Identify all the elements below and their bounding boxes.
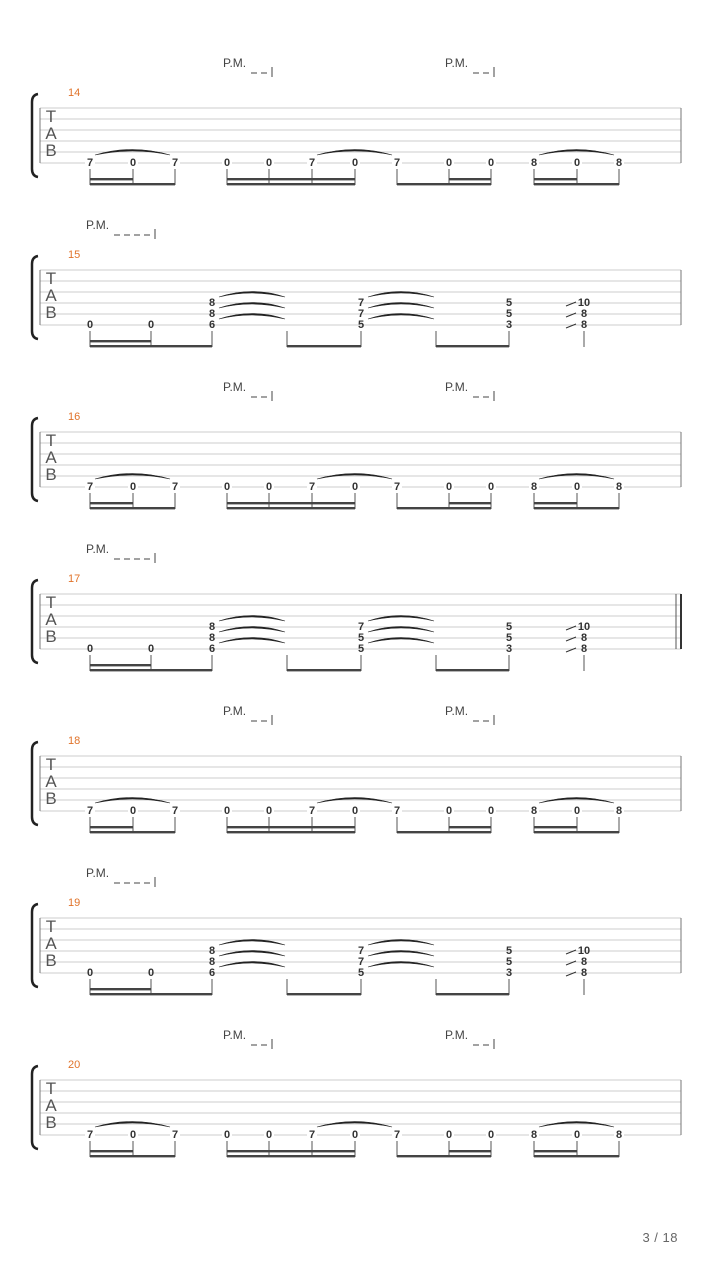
beam-secondary — [227, 502, 355, 504]
fret-number: 0 — [129, 805, 137, 817]
palm-mute-label: P.M. — [445, 704, 469, 718]
tab-clef-letter: A — [45, 610, 57, 629]
fret-number: 7 — [86, 1129, 94, 1141]
fret-number: 7 — [357, 308, 365, 320]
fret-number: 8 — [208, 297, 216, 309]
fret-number: 0 — [265, 157, 273, 169]
fret-number: 0 — [129, 1129, 137, 1141]
measure-number: 20 — [68, 1059, 81, 1071]
fret-number: 6 — [208, 319, 216, 331]
tab-clef-letter: A — [45, 124, 57, 143]
fret-number: 0 — [487, 805, 495, 817]
fret-number: 0 — [147, 643, 155, 655]
fret-number: 0 — [147, 319, 155, 331]
fret-number: 7 — [308, 481, 316, 493]
staff-bracket — [32, 94, 38, 177]
beam — [90, 1155, 175, 1157]
tab-system-18 — [32, 704, 681, 833]
beam-secondary — [90, 664, 151, 666]
fret-number: 10 — [577, 621, 591, 633]
fret-number: 7 — [357, 956, 365, 968]
fret-number: 7 — [393, 805, 401, 817]
fret-number: 7 — [171, 805, 179, 817]
fret-number: 5 — [357, 967, 365, 979]
fret-number: 0 — [86, 967, 94, 979]
fret-number: 3 — [505, 967, 513, 979]
beam-secondary — [227, 826, 355, 828]
staff-bracket — [32, 418, 38, 501]
tab-clef-letter: T — [45, 1079, 57, 1098]
fret-number: 6 — [208, 643, 216, 655]
measure-number: 15 — [68, 249, 81, 261]
fret-number: 7 — [357, 945, 365, 957]
tab-clef-letter: T — [45, 917, 57, 936]
fret-number: 8 — [208, 632, 216, 644]
beam — [534, 183, 619, 185]
fret-number: 8 — [580, 967, 588, 979]
fret-number: 7 — [171, 1129, 179, 1141]
fret-number: 8 — [208, 308, 216, 320]
fret-number: 0 — [445, 1129, 453, 1141]
beam-secondary — [90, 502, 133, 504]
beam — [90, 993, 212, 995]
beam-secondary — [227, 1150, 355, 1152]
beam-secondary — [227, 178, 355, 180]
fret-number: 0 — [487, 157, 495, 169]
beam-secondary — [449, 826, 491, 828]
staff-bracket — [32, 1066, 38, 1149]
beam-secondary — [449, 1150, 491, 1152]
fret-number: 5 — [505, 632, 513, 644]
tab-clef-letter: A — [45, 1096, 57, 1115]
fret-number: 0 — [445, 157, 453, 169]
fret-number: 8 — [615, 481, 623, 493]
tab-clef-letter: B — [45, 789, 57, 808]
beam-secondary — [449, 178, 491, 180]
tab-clef-letter: T — [45, 431, 57, 450]
tab-clef-letter: A — [45, 772, 57, 791]
beam — [534, 831, 619, 833]
fret-number: 0 — [351, 481, 359, 493]
fret-number: 7 — [357, 621, 365, 633]
fret-number: 8 — [580, 308, 588, 320]
tab-system-15 — [32, 218, 681, 347]
fret-number: 0 — [351, 157, 359, 169]
tab-clef-letter: B — [45, 1113, 57, 1132]
beam — [397, 507, 491, 509]
beam-secondary — [90, 340, 151, 342]
fret-number: 0 — [445, 481, 453, 493]
palm-mute-label: P.M. — [445, 380, 469, 394]
tab-clef-letter: A — [45, 934, 57, 953]
fret-number: 8 — [615, 1129, 623, 1141]
tab-clef-letter: B — [45, 141, 57, 160]
fret-number: 7 — [393, 481, 401, 493]
fret-number: 5 — [505, 308, 513, 320]
fret-number: 8 — [530, 481, 538, 493]
beam — [534, 1155, 619, 1157]
fret-number: 0 — [223, 1129, 231, 1141]
tab-clef-letter: B — [45, 951, 57, 970]
fret-number: 8 — [530, 805, 538, 817]
fret-number: 0 — [351, 805, 359, 817]
fret-number: 10 — [577, 297, 591, 309]
fret-number: 5 — [505, 297, 513, 309]
beam — [534, 507, 619, 509]
staff-bracket — [32, 580, 38, 663]
tab-clef-letter: B — [45, 627, 57, 646]
beam — [287, 345, 361, 347]
fret-number: 5 — [357, 319, 365, 331]
fret-number: 5 — [505, 945, 513, 957]
beam — [227, 507, 355, 509]
fret-number: 8 — [580, 632, 588, 644]
fret-number: 8 — [580, 643, 588, 655]
fret-number: 0 — [129, 157, 137, 169]
fret-number: 8 — [615, 157, 623, 169]
fret-number: 0 — [445, 805, 453, 817]
fret-number: 0 — [147, 967, 155, 979]
tab-clef-letter: T — [45, 755, 57, 774]
measure-number: 17 — [68, 573, 81, 585]
beam-secondary — [534, 826, 577, 828]
fret-number: 7 — [86, 805, 94, 817]
beam — [436, 345, 509, 347]
tab-clef-letter: A — [45, 448, 57, 467]
fret-number: 0 — [265, 805, 273, 817]
palm-mute-label: P.M. — [86, 542, 110, 556]
fret-number: 7 — [86, 481, 94, 493]
fret-number: 8 — [580, 956, 588, 968]
beam-secondary — [90, 178, 133, 180]
fret-number: 7 — [393, 157, 401, 169]
fret-number: 0 — [573, 157, 581, 169]
fret-number: 7 — [86, 157, 94, 169]
fret-number: 8 — [530, 1129, 538, 1141]
palm-mute-label: P.M. — [86, 218, 110, 232]
fret-number: 5 — [357, 632, 365, 644]
tab-clef-letter: T — [45, 269, 57, 288]
beam — [287, 669, 361, 671]
fret-number: 0 — [265, 1129, 273, 1141]
beam-secondary — [90, 826, 133, 828]
fret-number: 8 — [208, 945, 216, 957]
beam — [90, 831, 175, 833]
beam-secondary — [534, 1150, 577, 1152]
fret-number: 6 — [208, 967, 216, 979]
fret-number: 0 — [487, 1129, 495, 1141]
page-number: 3 / 18 — [642, 1230, 678, 1245]
tab-clef-letter: T — [45, 593, 57, 612]
beam-secondary — [449, 502, 491, 504]
fret-number: 0 — [487, 481, 495, 493]
fret-number: 7 — [308, 805, 316, 817]
measure-number: 19 — [68, 897, 81, 909]
tab-clef-letter: T — [45, 107, 57, 126]
staff-bracket — [32, 742, 38, 825]
fret-number: 7 — [393, 1129, 401, 1141]
fret-number: 5 — [357, 643, 365, 655]
fret-number: 8 — [530, 157, 538, 169]
fret-number: 0 — [351, 1129, 359, 1141]
fret-number: 7 — [171, 481, 179, 493]
measure-number: 16 — [68, 411, 81, 423]
fret-number: 0 — [265, 481, 273, 493]
palm-mute-label: P.M. — [223, 380, 247, 394]
tab-system-16 — [32, 380, 681, 509]
palm-mute-label: P.M. — [445, 1028, 469, 1042]
beam-secondary — [90, 988, 151, 990]
tab-clef-letter: B — [45, 303, 57, 322]
tab-clef-letter: A — [45, 286, 57, 305]
beam — [227, 831, 355, 833]
beam — [287, 993, 361, 995]
beam-secondary — [534, 502, 577, 504]
fret-number: 0 — [573, 805, 581, 817]
fret-number: 0 — [86, 319, 94, 331]
palm-mute-label: P.M. — [223, 56, 247, 70]
tab-system-14 — [32, 56, 681, 185]
beam — [397, 1155, 491, 1157]
fret-number: 5 — [505, 956, 513, 968]
fret-number: 0 — [223, 805, 231, 817]
palm-mute-label: P.M. — [445, 56, 469, 70]
fret-number: 0 — [573, 1129, 581, 1141]
measure-number: 18 — [68, 735, 81, 747]
staff-bracket — [32, 904, 38, 987]
fret-number: 7 — [308, 1129, 316, 1141]
palm-mute-label: P.M. — [223, 704, 247, 718]
fret-number: 0 — [223, 157, 231, 169]
fret-number: 0 — [86, 643, 94, 655]
fret-number: 7 — [357, 297, 365, 309]
tab-system-19 — [32, 866, 681, 995]
beam — [227, 1155, 355, 1157]
fret-number: 8 — [615, 805, 623, 817]
tab-system-20 — [32, 1028, 681, 1157]
fret-number: 10 — [577, 945, 591, 957]
fret-number: 0 — [573, 481, 581, 493]
staff-bracket — [32, 256, 38, 339]
palm-mute-label: P.M. — [86, 866, 110, 880]
fret-number: 8 — [208, 621, 216, 633]
beam — [90, 183, 175, 185]
tab-clef-letter: B — [45, 465, 57, 484]
beam-secondary — [534, 178, 577, 180]
fret-number: 7 — [171, 157, 179, 169]
fret-number: 8 — [580, 319, 588, 331]
beam — [90, 507, 175, 509]
fret-number: 3 — [505, 319, 513, 331]
fret-number: 8 — [208, 956, 216, 968]
fret-number: 7 — [308, 157, 316, 169]
fret-number: 0 — [129, 481, 137, 493]
fret-number: 0 — [223, 481, 231, 493]
fret-number: 5 — [505, 621, 513, 633]
beam — [436, 669, 509, 671]
beam — [90, 669, 212, 671]
palm-mute-label: P.M. — [223, 1028, 247, 1042]
beam — [397, 183, 491, 185]
measure-number: 14 — [68, 87, 81, 99]
fret-number: 3 — [505, 643, 513, 655]
tab-system-17 — [32, 542, 681, 671]
beam-secondary — [90, 1150, 133, 1152]
beam — [436, 993, 509, 995]
beam — [227, 183, 355, 185]
beam — [397, 831, 491, 833]
beam — [90, 345, 212, 347]
